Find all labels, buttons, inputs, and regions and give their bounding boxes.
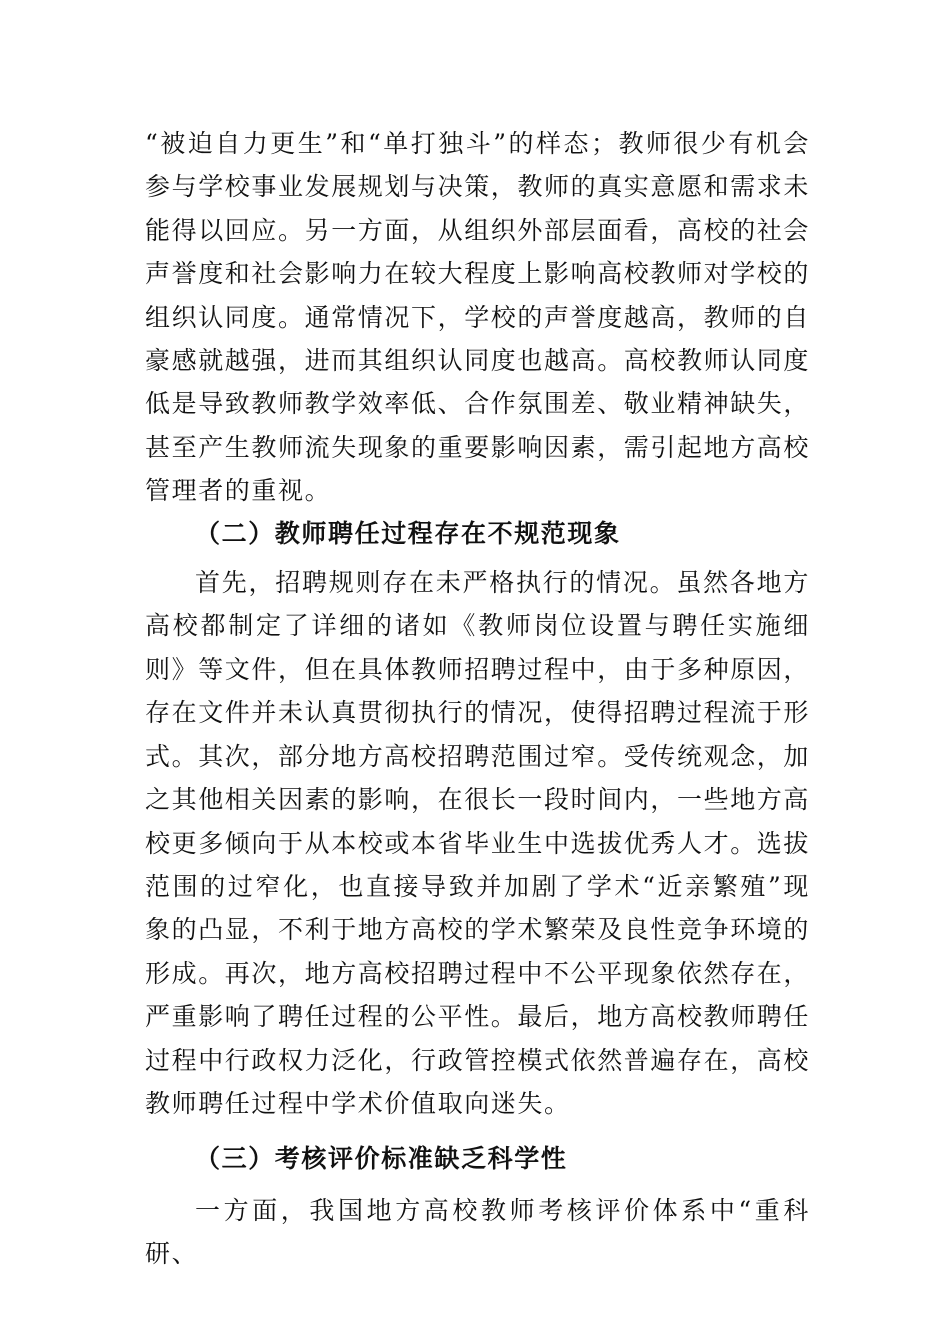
paragraph-organizational-identity: “被迫自力更生”和“单打独斗”的样态；教师很少有机会参与学校事业发展规划与决策，教师的真实意愿和需求未能得以回应。另一方面，从组织外部层面看，高校的社会声誉度和社会影响力在较大程度上影响高校教师对学校的组织认同度。通常情况下，学校的声誉度越高，教师的自豪感就越强，进而其组织认同度也越高。高校教师认同度低是导致教师教学效率低、合作氛围差、敬业精神缺失，甚至产生教师流失现象的重要影响因素，需引起地方高校管理者的重视。 [145, 129, 811, 506]
section-heading-3: （三）考核评价标准缺乏科学性 [195, 1144, 568, 1174]
paragraph-evaluation-intro: 一方面，我国地方高校教师考核评价体系中“重科研、 [145, 1195, 810, 1269]
paragraph-recruitment-issues: 首先，招聘规则存在未严格执行的情况。虽然各地方高校都制定了详细的诸如《教师岗位设置与聘任实施细则》等文件，但在具体教师招聘过程中，由于多种原因，存在文件并未认真贯彻执行的情况，使得招聘过程流于形式。其次，部分地方高校招聘范围过窄。受传统观念，加之其他相关因素的影响，在很长一段时间内，一些地方高校更多倾向于从本校或本省毕业生中选拔优秀人才。选拔范围的过窄化，也直接导致并加剧了学术“近亲繁殖”现象的凸显，不利于地方高校的学术繁荣及良性竞争环境的形成。再次，地方高校招聘过程中不公平现象依然存在，严重影响了聘任过程的公平性。最后，地方高校教师聘任过程中行政权力泛化，行政管控模式依然普遍存在，高校教师聘任过程中学术价值取向迷失。 [145, 568, 811, 1118]
document-body [145, 122, 810, 1276]
section-heading-2: （二）教师聘任过程存在不规范现象 [195, 518, 621, 548]
